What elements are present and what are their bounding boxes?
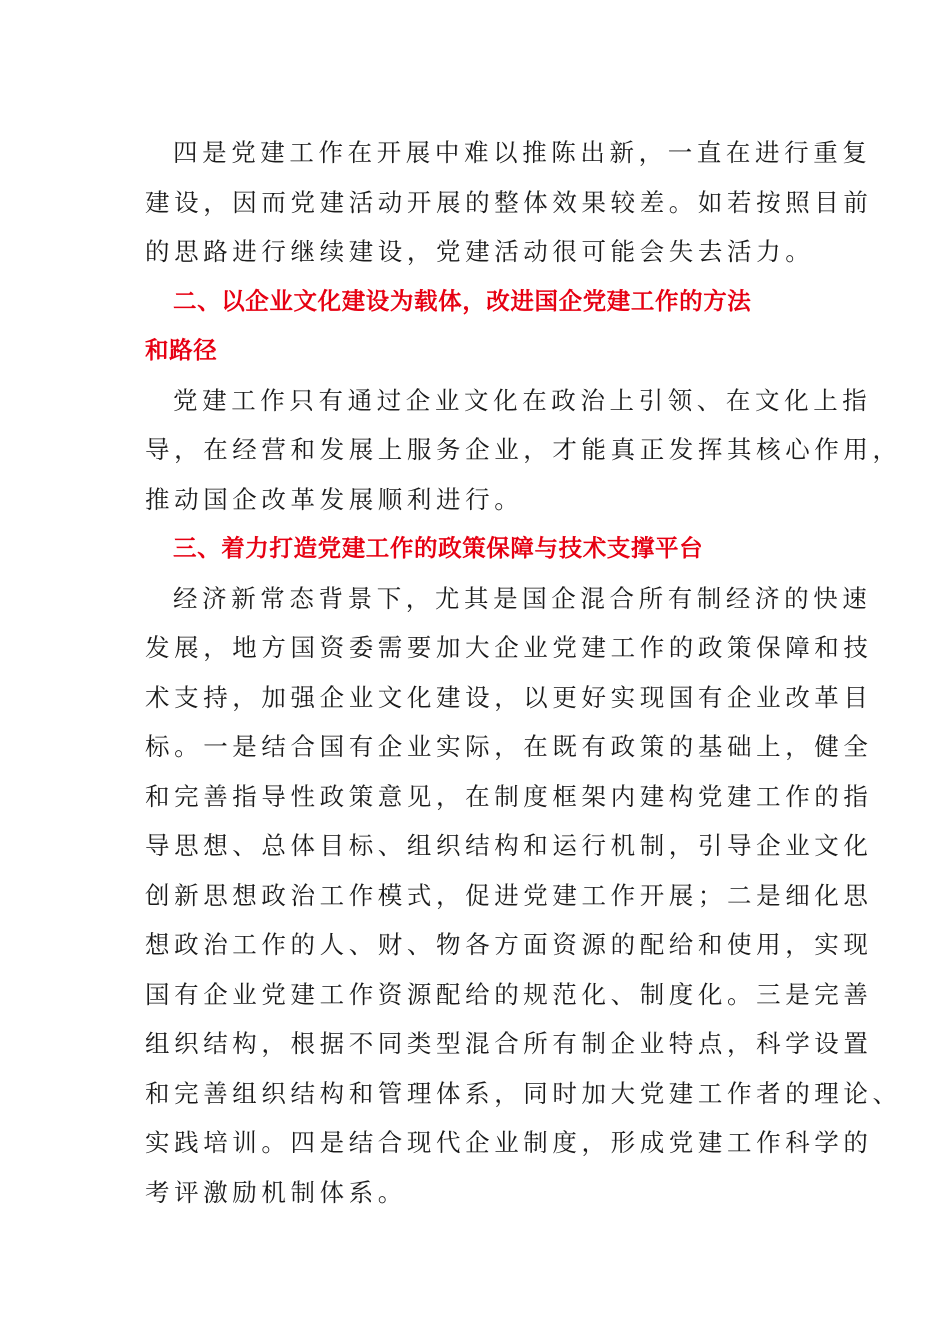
paragraph-1 [145, 128, 873, 277]
text-line: 党建工作只有通过企业文化在政治上引领、在文化上指 [173, 385, 872, 415]
text-line: 实践培训。四是结合现代企业制度，形成党建工作科学的 [145, 1128, 873, 1157]
paragraph-2 [145, 376, 902, 525]
text-line: 推动国企改革发展顺利进行。 [145, 484, 524, 514]
text-line: 考评激励机制体系。 [145, 1177, 407, 1207]
heading-line: 二、以企业文化建设为载体，改进国企党建工作的方法 [173, 286, 752, 315]
text-line: 标。一是结合国有企业实际，在既有政策的基础上，健全 [145, 732, 873, 761]
section-heading-3 [145, 524, 795, 574]
text-line: 和完善指导性政策意见，在制度框架内建构党建工作的指 [145, 781, 873, 811]
text-line: 四是党建工作在开展中难以推陈出新，一直在进行重复 [173, 138, 872, 167]
text-line: 导，在经营和发展上服务企业，才能真正发挥其核心作用， [145, 435, 902, 464]
heading-line: 三、着力打造党建工作的政策保障与技术支撑平台 [173, 534, 704, 562]
text-line: 和完善组织结构和管理体系，同时加大党建工作者的理论、 [145, 1078, 902, 1108]
text-line: 建设，因而党建活动开展的整体效果较差。如若按照目前 [145, 187, 873, 217]
document-body [145, 128, 902, 1217]
text-line: 组织结构，根据不同类型混合所有制企业特点，科学设置 [145, 1029, 873, 1058]
text-line: 创新思想政治工作模式，促进党建工作开展；二是细化思 [145, 880, 873, 910]
text-line: 的思路进行继续建设，党建活动很可能会失去活力。 [145, 237, 815, 266]
text-line: 导思想、总体目标、组织结构和运行机制，引导企业文化 [145, 831, 873, 860]
paragraph-3 [145, 574, 902, 1218]
heading-line: 和路径 [145, 336, 218, 364]
section-heading-2 [145, 277, 795, 376]
text-line: 发展，地方国资委需要加大企业党建工作的政策保障和技 [145, 633, 873, 662]
text-line: 术支持，加强企业文化建设，以更好实现国有企业改革目 [145, 682, 873, 712]
text-line: 经济新常态背景下，尤其是国企混合所有制经济的快速 [173, 583, 872, 613]
text-line: 想政治工作的人、财、物各方面资源的配给和使用，实现 [145, 930, 873, 959]
text-line: 国有企业党建工作资源配给的规范化、制度化。三是完善 [145, 979, 873, 1009]
